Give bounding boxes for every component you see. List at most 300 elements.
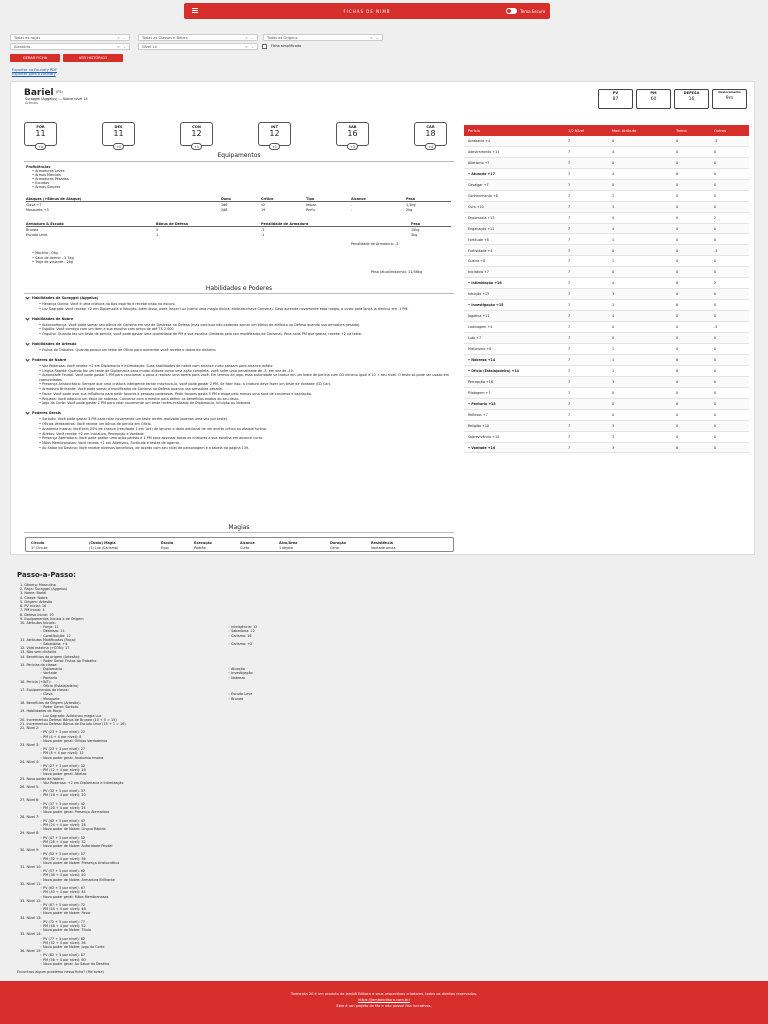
- proficiencies-title: Proficiências: [26, 165, 51, 169]
- skill-cell: 0: [676, 390, 679, 395]
- skill-cell: 3: [612, 204, 615, 209]
- step-item: ◦ PV (72 + 5 por nível): 77: [40, 919, 86, 924]
- skills-header-cell: Perícia: [468, 129, 480, 133]
- skill-cell: 3: [612, 423, 615, 428]
- race-select[interactable]: [10, 34, 130, 41]
- chevron-down-icon[interactable]: [25, 411, 29, 415]
- attack-cell: -: [351, 203, 353, 207]
- item-entry: • Traje de viajante - 2kg: [32, 260, 73, 264]
- skill-cell: 3: [612, 379, 615, 384]
- skill-cell: 7: [568, 445, 571, 450]
- race-placeholder: Todas as raças: [14, 36, 41, 40]
- skill-row: [464, 355, 749, 366]
- divider: [24, 293, 454, 294]
- step-item: ◦ Pontaria: [40, 675, 58, 680]
- skill-cell: • Investigação +15: [468, 303, 504, 308]
- step-item: ◦ PV (52 + 5 por nível): 57: [40, 852, 86, 857]
- export-foundry-link[interactable]: Exportar para o Foundry: [12, 72, 56, 76]
- skill-cell: • Pontaria +13: [468, 401, 496, 406]
- item-entry: • Mochila - 0kg: [32, 251, 58, 255]
- generate-button[interactable]: GERAR FICHA: [10, 54, 60, 62]
- export-pdf-link[interactable]: Exportar no Foundry PDF: [12, 68, 57, 72]
- pm-label: PM: [650, 91, 657, 95]
- step-item: ◦ PM (40 + 4 por nível): 44: [40, 890, 86, 895]
- skills-header: [464, 125, 749, 136]
- skill-cell: 1: [612, 368, 615, 373]
- skill-cell: 1: [612, 259, 615, 264]
- dark-mode-label: Tema Escuro: [520, 9, 546, 14]
- origin-select[interactable]: [263, 34, 383, 41]
- skill-row: [464, 300, 749, 311]
- skill-cell: 7: [568, 401, 571, 406]
- step-item: 36. Nível 15:: [20, 949, 42, 954]
- top-nav: [184, 3, 550, 19]
- skill-cell: 7: [568, 139, 571, 143]
- step-item: 35. Nível 14:: [20, 932, 42, 937]
- attack-cell: -: [351, 208, 353, 212]
- step-item: 21. Incrementou Defesa: Bônus de Escudo Leve (15 + 1 = 16): [20, 721, 126, 726]
- step-item: 17. Equipamentos da classe:: [20, 688, 69, 693]
- skill-cell: 3: [612, 292, 615, 297]
- spells-cell: 1º Círculo: [31, 546, 48, 550]
- skill-cell: 0: [714, 303, 717, 308]
- step-item: 23. Nível 3:: [20, 742, 40, 747]
- ability-item: • Riqueza: Você adquiriu um título de nobreza. Converse com o mestre para definir os benefícios exatos do seu título.: [39, 396, 240, 401]
- skill-cell: Cavalgar +7: [468, 182, 489, 187]
- skill-cell: 0: [714, 401, 717, 406]
- steps-title: Passo-a-Passo:: [17, 571, 76, 579]
- step-item: ◦ PM (52 + 4 por nível): 56: [40, 940, 86, 945]
- attribute-value: 18: [425, 129, 436, 139]
- skill-cell: Percepção +16: [468, 379, 493, 384]
- dark-mode-toggle[interactable]: [506, 8, 517, 14]
- step-item: ◦ PM (20 + 4 por nível): 24: [40, 806, 86, 811]
- movement-value: 9m: [725, 96, 734, 102]
- footer-note: Este é um projeto de fãs e não possui fins lucrativos.: [336, 1004, 432, 1008]
- skill-cell: 7: [568, 281, 571, 286]
- ability-item: • Sortudo: Você pode gastar 3 PM para rolar novamente um teste recém-realizado (apenas uma vez por teste).: [39, 417, 229, 422]
- skill-cell: 0: [714, 193, 717, 198]
- skill-cell: 6: [676, 401, 679, 406]
- skill-cell: 0: [676, 347, 679, 352]
- step-item: ◦ PV (47 + 5 por nível): 52: [40, 835, 86, 840]
- spells-header-cell: (Custo) Magia: [89, 541, 116, 545]
- chevron-down-icon: ⌄: [250, 36, 254, 40]
- skill-cell: 7: [568, 368, 571, 373]
- skill-cell: 1: [612, 193, 615, 198]
- ability-item: • Voz Poderosa: Você recebe +2 em Diplomacia e Intimidação. Suas habilidades de nobre com alcance curto passam para alcance médio.: [39, 363, 274, 368]
- equipment-title: Equipamentos: [217, 152, 261, 159]
- step-item: ◦ Novo poder de Nobre: Autoridade Feudal: [40, 843, 113, 848]
- skill-cell: 0: [676, 226, 679, 231]
- ability-item: • Luz Sagrada: Você recebe +2 em Diplomacia e Intuição. Além disso, pode lançar Luz (como uma magia divina; atributo-chave Carisma). Caso aprenda novamente essa magia, o custo para lançá-la diminui em -1 PM.: [39, 306, 409, 311]
- step-item: ◦ PV (23 + 3 por nível): 22: [40, 730, 86, 735]
- skills-header-cell: Mod. Atributo: [612, 129, 637, 133]
- step-item: ◦ Novo poder geral: Anatomia Insana: [40, 755, 104, 760]
- step-item: ◦ PV (32 + 5 por nível): 37: [40, 789, 86, 794]
- ability-item: • Língua Rápida: Quando faz um teste de Diplomacia para mudar atitude como uma ação completa, você sofre uma penalidade de -5, em vez de -10.: [39, 368, 295, 373]
- movement-label: Deslocamento: [718, 90, 741, 94]
- skill-row: [464, 224, 749, 235]
- step-item: 33. Nível 12:: [20, 898, 42, 903]
- ability-group-title: [26, 411, 61, 415]
- simplified-label: Ficha simplificada: [271, 44, 302, 48]
- pm-value: 60: [650, 97, 657, 103]
- skill-cell: 0: [714, 292, 717, 297]
- ability-item: • Espólio: Você começa com um item a sua escolha com preço de até T$ 2.000.: [39, 327, 175, 332]
- skill-cell: 7: [568, 270, 571, 275]
- attribute-value: 16: [347, 129, 358, 139]
- step-item: ◦ PV (62 + 5 por nível): 67: [40, 886, 86, 890]
- ability-item: • Anatomia Insana: Você tem 25% de chance (resultado 1 em 1d4) de ignorar o dano adicional de um acerto crítico ou ataque furtivo.: [39, 426, 268, 431]
- step-item-right: ◦ Carisma: +2: [228, 641, 253, 646]
- pv-value: 87: [612, 97, 619, 103]
- skill-cell: 0: [714, 237, 717, 242]
- attribute-label: CON: [192, 125, 201, 129]
- step-item: 27. Nível 6:: [20, 797, 40, 802]
- skill-row: [464, 421, 749, 432]
- step-item: ◦ Novo poder de Nobre: Favor: [40, 911, 91, 916]
- skill-cell: 7: [568, 171, 571, 176]
- skill-cell: 6: [676, 303, 679, 308]
- attribute-modifier: +0: [113, 143, 124, 150]
- skill-cell: 0: [676, 270, 679, 275]
- divider: [26, 226, 451, 227]
- step-item: ◦ Novo poder de Nobre: Armadura Brilhante: [40, 877, 115, 882]
- skill-cell: 7: [568, 412, 571, 417]
- clear-icon[interactable]: ×: [244, 45, 248, 49]
- skill-cell: Ladinagem +4: [468, 325, 493, 330]
- defense-value: 16: [688, 97, 695, 103]
- step-item-right: ◦ Escudo Leve: [228, 692, 253, 697]
- armor-header-cell: Bônus de Defesa: [156, 222, 189, 226]
- random-select[interactable]: [10, 43, 130, 50]
- step-item: ◦ PV (22 + 3 por nível): 27: [40, 747, 86, 752]
- attack-cell: 19: [261, 208, 266, 212]
- attacks-header-cell: Tipo: [306, 197, 315, 201]
- attribute-modifier: +1: [269, 143, 280, 150]
- step-item: 9. Equipamentos Iniciais e de Origem: [20, 616, 84, 621]
- proficiency-item: • Escudos: [32, 181, 49, 185]
- skill-cell: 6: [676, 281, 679, 286]
- step-item: 10. Atributos Iniciais:: [20, 620, 56, 625]
- armor-cell: -1: [261, 233, 265, 237]
- skills-header-cell: Outros: [714, 129, 726, 133]
- skill-cell: -3: [714, 248, 718, 253]
- step-item: ◦ PM (12 + 4 por nível): 16: [40, 768, 86, 773]
- step-item: ◦ PV (82 + 5 por nível): 87: [40, 953, 86, 958]
- armor-header-cell: Penalidade de Armadura: [261, 222, 309, 226]
- skill-cell: Acrobacia +4: [468, 139, 491, 143]
- pv-box: [598, 89, 633, 109]
- skill-cell: 0: [676, 248, 679, 253]
- step-item: ◦ Novo poder de Nobre: Presença Aristocrática: [40, 860, 120, 865]
- skill-cell: Conhecimento +8: [468, 193, 498, 198]
- chevron-down-icon[interactable]: [25, 316, 29, 320]
- skill-cell: 4: [612, 215, 615, 220]
- step-item: 30. Nível 9:: [20, 848, 40, 853]
- step-item: ◦ PM (48 + 4 por nível): 52: [40, 923, 86, 928]
- skill-cell: 0: [676, 204, 679, 209]
- history-button[interactable]: VER HISTÓRICO: [63, 54, 123, 62]
- skill-cell: 7: [568, 358, 571, 362]
- chevron-down-icon[interactable]: [25, 341, 29, 345]
- skill-row: [464, 256, 749, 267]
- attribute-value: 11: [113, 129, 124, 139]
- step-item: 16. Perícia (+INT):: [20, 679, 52, 684]
- ability-group-title: [26, 342, 76, 346]
- step-item: 26. Nível 5:: [20, 785, 40, 789]
- skill-cell: 2: [714, 215, 717, 220]
- chevron-down-icon: ⌄: [122, 36, 126, 40]
- attribute-int: [258, 122, 291, 149]
- skill-cell: 0: [676, 314, 679, 319]
- chevron-down-icon: ⌄: [375, 36, 379, 40]
- step-item: 24. Nível 4:: [20, 759, 40, 764]
- attack-cell: Perfu.: [306, 208, 316, 212]
- ability-item: • Frutos do Trabalho: Quando possui um teste de Ofício para aumentar você recebe o dobro do dinheiro.: [39, 348, 217, 352]
- skill-cell: • Intimidação +18: [468, 281, 502, 286]
- attack-cell: x2: [261, 203, 266, 207]
- armor-cell: 3kg: [411, 233, 418, 237]
- attribute-con: [180, 122, 213, 149]
- skill-row: [464, 333, 749, 344]
- skill-row: [464, 410, 749, 421]
- step-item: 28. Nível 7:: [20, 814, 40, 819]
- skill-cell: 7: [568, 292, 571, 297]
- skill-cell: 0: [612, 160, 615, 165]
- skill-cell: Intuição +15: [468, 292, 490, 297]
- step-item: 14. Benefícios da origem (Artesão):: [20, 654, 81, 659]
- attribute-modifier: +0: [35, 143, 46, 150]
- skill-row: [464, 147, 749, 158]
- skill-cell: 7: [568, 325, 571, 330]
- skill-cell: 7: [568, 379, 571, 384]
- step-item-right: ◦ Atuação: [228, 667, 245, 672]
- skill-row: [464, 136, 749, 147]
- simplified-checkbox[interactable]: [262, 44, 267, 49]
- skill-cell: 4: [612, 226, 615, 231]
- class-select[interactable]: [138, 34, 258, 41]
- clear-icon[interactable]: ×: [244, 36, 248, 40]
- step-item: ◦ Novo poder de Nobre: Título: [40, 928, 91, 933]
- armor-cell: 1: [156, 233, 159, 237]
- skill-cell: 4: [612, 314, 615, 319]
- step-item-right: ◦ Carisma: 16: [228, 633, 252, 638]
- skill-cell: 3: [612, 434, 615, 439]
- skill-row: [464, 169, 749, 180]
- attribute-car: [414, 122, 447, 149]
- skill-cell: 7: [568, 215, 571, 220]
- skill-cell: Jogatina +11: [468, 314, 490, 319]
- skill-cell: Diplomacia +13: [468, 215, 495, 220]
- spells-header-cell: Execução: [194, 541, 212, 545]
- skill-cell: 7: [568, 259, 571, 264]
- step-item: 5. Origem: Artesão: [20, 599, 53, 604]
- skill-cell: 0: [714, 149, 717, 154]
- ability-item: • Jogo da Corte: Você pode gastar 1 PM para rolar novamente um teste recém-realizado de Diplomacia, Intuição ou Nobreza.: [39, 401, 252, 406]
- skill-cell: 0: [612, 401, 615, 406]
- ability-item: • Ofícios Verdadeiros: Você recebe um bônus de perícia em Ofício.: [39, 422, 152, 426]
- skill-row: [464, 180, 749, 191]
- skill-row: [464, 377, 749, 388]
- skill-cell: Luta +7: [468, 336, 482, 341]
- spells-title: Magias: [228, 524, 250, 531]
- spells-cell: Vontade anula: [371, 546, 396, 550]
- skill-row: [464, 311, 749, 322]
- item-entry: • Saco de dormir - 2.5kg: [32, 255, 74, 260]
- step-item: ◦ PV (42 + 5 por nível): 47: [40, 818, 86, 823]
- skill-cell: Pilotagem +7: [468, 390, 491, 395]
- skill-cell: 0: [714, 336, 717, 341]
- chevron-down-icon: ⌄: [250, 45, 254, 49]
- skill-cell: 0: [676, 259, 679, 264]
- skill-cell: 0: [676, 434, 679, 439]
- ability-group-title: [26, 358, 66, 362]
- skill-cell: Reflexos +7: [468, 412, 488, 417]
- ability-item: • Mãos Membranosas: Você recebe +1 em Atletismo, Fortitude e testes de agarrar.: [39, 441, 181, 446]
- site-title: FICHAS DE NIMB: [343, 9, 391, 14]
- skill-cell: Enganação +11: [468, 226, 495, 231]
- skill-cell: Adestramento +11: [468, 149, 500, 154]
- step-item: 11. Atributos Modificados (Raça):: [20, 637, 77, 642]
- step-item: 25. Novo poder de Nobre:: [20, 776, 64, 781]
- skill-cell: Guerra +8: [468, 259, 486, 264]
- skill-cell: 0: [676, 412, 679, 417]
- skills-header-cell: 1/2 Nível: [568, 129, 584, 133]
- ability-item: • Favor: Você pode usar sua influência para pedir favores a pessoas poderosas. Pedir favores gasta 5 PM e exige pelo menos uma hora de conversa e bajulação.: [39, 391, 312, 396]
- ability-item: • Armadura Brilhante: Você pode somar o modificador de Carisma na Defesa quando usa armadura pesada.: [39, 387, 223, 391]
- step-item: 15. Perícias da classe:: [20, 663, 58, 667]
- armor-header-cell: Armadura & Escudo: [26, 222, 64, 226]
- character-subtitle: Suraggel (Aggelus) — Nobre nível 14: [25, 97, 88, 101]
- skill-cell: Misticismo +8: [468, 347, 492, 352]
- skill-row: [464, 202, 749, 213]
- skill-cell: 1: [612, 347, 615, 352]
- spells-header-cell: Escola: [161, 541, 174, 545]
- attack-cell: Mosquete +3: [26, 208, 49, 212]
- attribute-value: 12: [269, 129, 280, 139]
- spells-cell: Cena: [330, 546, 339, 550]
- clear-icon[interactable]: ×: [116, 36, 120, 40]
- ability-item: • Presença Aterradora: Você pode gastar uma ação padrão e 1 PM para assustar todas as criaturas a sua escolha em alcance curto.: [39, 436, 264, 441]
- ability-group-title: [26, 317, 73, 321]
- skill-cell: • Vontade +16: [468, 445, 496, 450]
- step-item: ◦ Destreza: 11: [40, 629, 65, 634]
- skill-cell: Iniciativa +7: [468, 270, 489, 275]
- skill-cell: 0: [714, 259, 717, 264]
- footer: [0, 981, 768, 1024]
- skill-cell: 0: [676, 215, 679, 220]
- step-item: 18. Benefícios da Origem (Artesão):: [20, 700, 81, 705]
- skill-row: [464, 443, 749, 454]
- footer-copyright: Tormenta 20 é um produto da Jambô Editora e seus respectivos criadores, todos os direitos reservados.: [290, 992, 478, 996]
- step-item: 22. Nível 2:: [20, 726, 40, 731]
- step-item: ◦ Mosquete: [40, 696, 60, 701]
- defense-label: DEFESA: [683, 91, 700, 95]
- step-item: 12. Vida máxima (+CON): 17: [20, 646, 70, 651]
- attribute-value: 12: [191, 129, 202, 139]
- attacks-header-cell: Alcance: [351, 197, 366, 201]
- skill-cell: 2: [714, 281, 717, 286]
- step-item: ◦ PV (27 + 3 por nível): 32: [40, 764, 86, 768]
- step-item: 6. PV Inicial: 16: [20, 604, 47, 608]
- chevron-down-icon[interactable]: [25, 357, 29, 361]
- character-sheet: [10, 81, 755, 555]
- level-select[interactable]: [138, 43, 258, 50]
- attacks-header-cell: Peso: [406, 197, 416, 201]
- footer-link[interactable]: https://jamboeditora.com.br/: [358, 998, 410, 1002]
- skill-cell: 0: [714, 379, 717, 384]
- ability-item: • Autoconfiança: Você pode somar seu bônus de Carisma em vez de Destreza na Defesa (mas continua não podendo somar um bônus de atributo na Defesa quando usa armadura pesada).: [39, 322, 361, 327]
- skill-cell: 0: [714, 358, 717, 362]
- skill-cell: 0: [676, 423, 679, 428]
- spells-header-cell: Duração: [330, 541, 346, 545]
- spells-header-cell: Alvo/Área: [279, 541, 298, 545]
- class-placeholder: Todas as Classes e Bebes: [142, 36, 188, 40]
- step-item: 2. Raça: Suraggel (Aggelus): [20, 587, 68, 592]
- skill-cell: 0: [612, 390, 615, 395]
- attack-cell: 1,5kg: [406, 203, 416, 207]
- attacks-header-cell: Dano: [221, 197, 231, 201]
- step-item: ◦ PM (24 + 4 por nível): 28: [40, 822, 86, 827]
- attribute-sab: [336, 122, 369, 149]
- skill-cell: 1: [612, 303, 615, 308]
- skill-cell: 0: [714, 270, 717, 275]
- skill-cell: 0: [714, 390, 717, 395]
- armor-header-cell: Peso: [411, 222, 421, 226]
- step-item: ◦ Ofício (Estalajadeiro): [40, 684, 79, 688]
- skill-cell: 7: [568, 423, 571, 428]
- attribute-modifier: +1: [191, 143, 202, 150]
- skill-cell: 7: [568, 314, 571, 319]
- skill-cell: 4: [612, 281, 615, 286]
- spells-cell: (1) Luz (Carisma): [89, 546, 119, 550]
- skill-row: [464, 158, 749, 169]
- skill-row: [464, 278, 749, 289]
- skill-cell: 0: [714, 423, 717, 428]
- clear-icon[interactable]: ×: [369, 36, 373, 40]
- skill-cell: Atletismo +7: [468, 160, 490, 165]
- spells-header-cell: Alcance: [240, 541, 255, 545]
- skill-cell: 0: [676, 160, 679, 165]
- step-item-right: ◦ Investigação: [228, 671, 253, 676]
- level-value: Nível 14: [142, 45, 157, 49]
- step-item: 8. Defesa Inicial: 10: [20, 612, 54, 617]
- skill-cell: 0: [676, 325, 679, 330]
- armor-penalty: Penalidade de Armadura: -3: [351, 242, 399, 246]
- step-item: ◦ Novo poder de Nobre: Jogo da Corte: [40, 945, 105, 949]
- chevron-down-icon[interactable]: [25, 295, 29, 299]
- skill-cell: 0: [714, 160, 717, 165]
- random-value: Aleatória: [14, 45, 31, 49]
- skill-row: [464, 399, 749, 410]
- step-item: ◦ PM (56 + 4 por nível): 60: [40, 957, 86, 962]
- skill-cell: 0: [612, 336, 615, 341]
- step-item: ◦ Clava: [40, 692, 53, 697]
- clear-icon[interactable]: ×: [116, 45, 120, 49]
- ability-item: • Ao Sabor do Destino: Você recebe diversos benefícios, de acordo com seu nível de personagem e a tabela da página 139.: [39, 446, 250, 450]
- proficiency-item: • Armas Simples: [32, 185, 61, 189]
- skill-row: [464, 213, 749, 224]
- skill-cell: 7: [568, 193, 571, 198]
- toggle-knob: [507, 9, 511, 13]
- skill-cell: 7: [568, 237, 571, 242]
- skill-cell: 0: [714, 171, 717, 176]
- problem-note[interactable]: Encontrou algum problema nessa ficha? (Me avise): [17, 970, 104, 974]
- skill-cell: 0: [676, 139, 679, 143]
- attacks-header-cell: Ataques (+Bônus de Ataque): [26, 197, 82, 201]
